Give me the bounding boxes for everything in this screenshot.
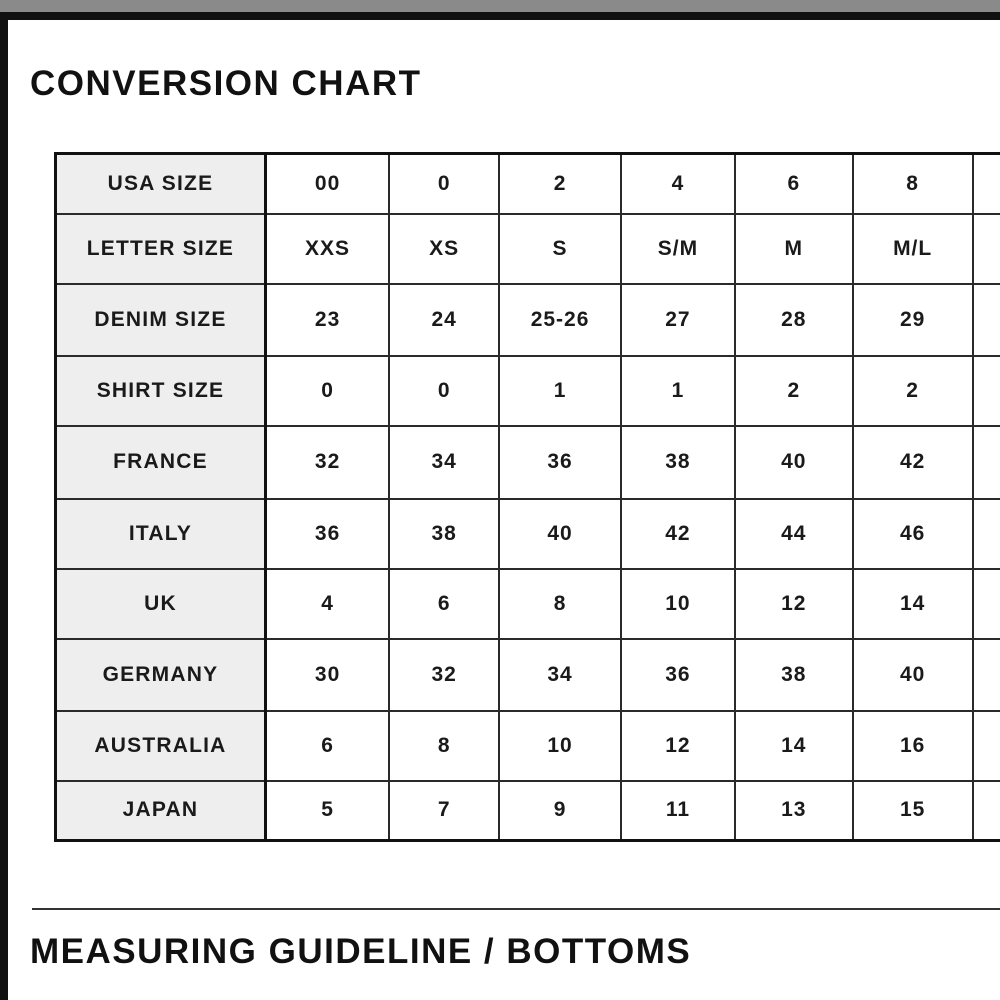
table-cell: 16 bbox=[853, 711, 973, 781]
section-divider bbox=[32, 908, 1000, 910]
table-cell: 2 bbox=[499, 154, 621, 214]
row-label: DENIM SIZE bbox=[56, 284, 266, 356]
table-cell: 6 bbox=[265, 711, 389, 781]
table-cell: 00 bbox=[265, 154, 389, 214]
table-cell: 40 bbox=[499, 499, 621, 569]
table-cell: M bbox=[735, 214, 853, 284]
table-cell: M/L bbox=[853, 214, 973, 284]
table-row bbox=[56, 284, 1000, 356]
table-cell: 14 bbox=[735, 711, 853, 781]
table-cell: 0 bbox=[265, 356, 389, 426]
table-cell: 30 bbox=[265, 639, 389, 711]
table-cell: 36 bbox=[621, 639, 735, 711]
table-cell-cropped bbox=[973, 711, 1000, 781]
table-cell: 23 bbox=[265, 284, 389, 356]
table-cell: 8 bbox=[853, 154, 973, 214]
size-guide-sheet bbox=[8, 20, 1000, 1000]
table-cell-cropped bbox=[973, 426, 1000, 499]
table-cell: 34 bbox=[389, 426, 499, 499]
table-cell: 10 bbox=[621, 569, 735, 639]
table-row bbox=[56, 499, 1000, 569]
table-cell: 4 bbox=[621, 154, 735, 214]
table-cell: 7 bbox=[389, 781, 499, 841]
table-cell: 0 bbox=[389, 154, 499, 214]
table-cell: 40 bbox=[853, 639, 973, 711]
table-cell: 28 bbox=[735, 284, 853, 356]
table-cell: 38 bbox=[735, 639, 853, 711]
row-label: LETTER SIZE bbox=[56, 214, 266, 284]
table-cell: 12 bbox=[621, 711, 735, 781]
table-cell: 40 bbox=[735, 426, 853, 499]
conversion-table-container bbox=[54, 152, 1000, 842]
table-cell: 5 bbox=[265, 781, 389, 841]
table-cell: 42 bbox=[621, 499, 735, 569]
table-cell: 38 bbox=[389, 499, 499, 569]
table-cell: 1 bbox=[621, 356, 735, 426]
table-cell: 38 bbox=[621, 426, 735, 499]
table-cell: 0 bbox=[389, 356, 499, 426]
row-label: SHIRT SIZE bbox=[56, 356, 266, 426]
table-cell: 32 bbox=[265, 426, 389, 499]
table-cell: 44 bbox=[735, 499, 853, 569]
row-label: JAPAN bbox=[56, 781, 266, 841]
table-row bbox=[56, 639, 1000, 711]
row-label: GERMANY bbox=[56, 639, 266, 711]
table-cell-cropped bbox=[973, 639, 1000, 711]
table-cell-cropped bbox=[973, 499, 1000, 569]
table-cell: 36 bbox=[265, 499, 389, 569]
table-cell: 8 bbox=[499, 569, 621, 639]
table-cell-cropped bbox=[973, 154, 1000, 214]
table-row bbox=[56, 154, 1000, 214]
row-label: USA SIZE bbox=[56, 154, 266, 214]
table-cell: 32 bbox=[389, 639, 499, 711]
conversion-chart-title: CONVERSION CHART bbox=[30, 64, 422, 103]
table-cell-cropped bbox=[973, 214, 1000, 284]
table-cell-cropped bbox=[973, 781, 1000, 841]
row-label: FRANCE bbox=[56, 426, 266, 499]
table-cell: S/M bbox=[621, 214, 735, 284]
table-row bbox=[56, 356, 1000, 426]
table-cell: 25-26 bbox=[499, 284, 621, 356]
table-cell: S bbox=[499, 214, 621, 284]
table-row bbox=[56, 569, 1000, 639]
table-cell: XXS bbox=[265, 214, 389, 284]
measuring-guideline-title: MEASURING GUIDELINE / BOTTOMS bbox=[30, 932, 692, 971]
table-cell: 29 bbox=[853, 284, 973, 356]
table-cell-cropped bbox=[973, 356, 1000, 426]
table-cell: 15 bbox=[853, 781, 973, 841]
table-row bbox=[56, 711, 1000, 781]
row-label: ITALY bbox=[56, 499, 266, 569]
table-cell: 46 bbox=[853, 499, 973, 569]
table-cell: 4 bbox=[265, 569, 389, 639]
table-cell: 27 bbox=[621, 284, 735, 356]
table-cell-cropped bbox=[973, 284, 1000, 356]
table-cell: 1 bbox=[499, 356, 621, 426]
table-cell-cropped bbox=[973, 569, 1000, 639]
table-row bbox=[56, 426, 1000, 499]
table-cell: 2 bbox=[853, 356, 973, 426]
table-row bbox=[56, 781, 1000, 841]
table-cell: 10 bbox=[499, 711, 621, 781]
table-cell: 11 bbox=[621, 781, 735, 841]
table-cell: 6 bbox=[389, 569, 499, 639]
table-cell: 12 bbox=[735, 569, 853, 639]
table-cell: XS bbox=[389, 214, 499, 284]
table-cell: 14 bbox=[853, 569, 973, 639]
row-label: UK bbox=[56, 569, 266, 639]
table-cell: 42 bbox=[853, 426, 973, 499]
table-cell: 24 bbox=[389, 284, 499, 356]
table-cell: 36 bbox=[499, 426, 621, 499]
table-row bbox=[56, 214, 1000, 284]
table-cell: 2 bbox=[735, 356, 853, 426]
table-cell: 34 bbox=[499, 639, 621, 711]
table-cell: 9 bbox=[499, 781, 621, 841]
table-cell: 13 bbox=[735, 781, 853, 841]
table-cell: 6 bbox=[735, 154, 853, 214]
table-cell: 8 bbox=[389, 711, 499, 781]
row-label: AUSTRALIA bbox=[56, 711, 266, 781]
conversion-table bbox=[54, 152, 1000, 842]
page-frame bbox=[0, 12, 1000, 1000]
